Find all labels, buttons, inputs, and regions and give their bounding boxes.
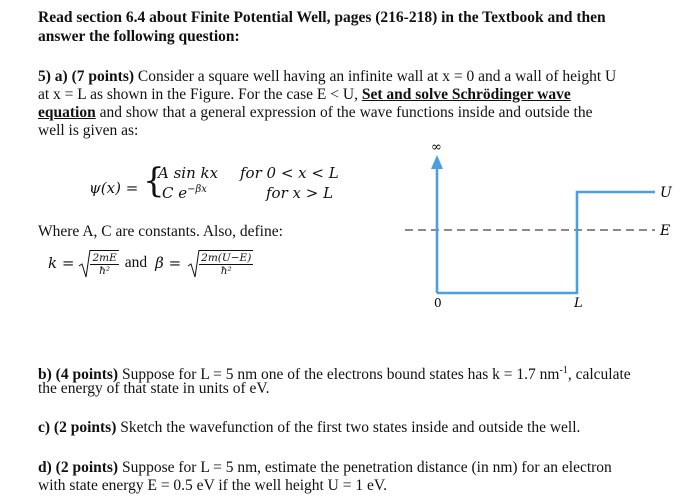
beta-sqrt-sign	[187, 249, 200, 279]
k-sqrt-sign	[78, 249, 91, 279]
infinity-label: ∞	[431, 140, 442, 155]
q5a-emphasis-2: equation	[38, 104, 96, 121]
beta-fraction	[199, 252, 253, 277]
q5b-line-1-end: , calculate	[567, 366, 631, 384]
q5a-line-1-text: Consider a square well having an infinite wall at x = 0 and a wall of height U	[134, 68, 617, 85]
equation-case-2-cond: for x > L	[266, 184, 334, 202]
q5d-line-2: with state energy E = 0.5 eV if the well height U = 1 eV.	[38, 477, 387, 494]
q5a-line-1	[38, 68, 616, 86]
q5b-superscript: -1	[559, 365, 568, 376]
and-word: and	[124, 254, 148, 271]
well-profile-line	[437, 192, 655, 293]
q5b-line-2: the energy of that state in units of eV.	[38, 380, 270, 397]
beta-numerator: 2m(U−E)	[201, 251, 252, 264]
e-label: E	[660, 223, 671, 239]
q5b-line-1-text: Suppose for L = 5 nm one of the electrons bound states has k = 1.7 nm	[118, 366, 560, 384]
q5a-line-2-text: at x = L as shown in the Figure. For the case E < U,	[38, 86, 362, 103]
q5c-text: Sketch the wavefunction of the first two states inside and outside the well.	[116, 419, 581, 436]
equation-case-1-expr: A sin kx	[158, 164, 219, 182]
header-line-2: answer the following question:	[38, 28, 240, 45]
equation-case-2-exponent: −βx	[187, 184, 207, 195]
q5c-line	[38, 419, 580, 437]
equation-case-2-base: C e	[162, 184, 188, 202]
header-line-1: Read section 6.4 about Finite Potential Well, pages (216-218) in the Textbook and then	[38, 9, 606, 26]
infinite-wall-arrowhead	[431, 155, 443, 169]
equation-brace: {	[143, 161, 165, 201]
l-label: L	[574, 296, 583, 311]
equation-lhs: ψ(x) =	[89, 179, 139, 197]
k-sqrt	[78, 250, 118, 277]
q5a-line-2	[38, 86, 571, 104]
q5a-line-4: well is given as:	[38, 122, 139, 139]
beta-sqrt	[187, 250, 253, 277]
q5d-label: d) (2 points)	[38, 459, 119, 476]
q5a-emphasis-1: Set and solve Schrödinger wave	[361, 86, 571, 103]
beta-denominator: ħ²	[220, 264, 232, 277]
zero-label: 0	[434, 296, 442, 310]
potential-well-figure	[395, 135, 685, 325]
beta-lhs: β =	[155, 254, 182, 272]
q5c-label: c) (2 points)	[38, 419, 117, 436]
q5a-label: 5) a) (7 points)	[38, 68, 135, 85]
q5a-line-3-text: and show that a general expression of the wave functions inside and outside the	[95, 104, 593, 121]
k-lhs: k =	[48, 254, 75, 272]
q5a-line-3	[38, 104, 592, 122]
q5b-label: b) (4 points)	[38, 366, 119, 384]
where-text: Where A, C are constants. Also, define:	[38, 223, 283, 240]
q5d-line-1	[38, 459, 612, 477]
q5d-line-1-text: Suppose for L = 5 nm, estimate the penetration distance (in nm) for an electron	[118, 459, 612, 476]
k-denominator: ħ²	[99, 264, 111, 277]
u-label: U	[660, 185, 672, 201]
equation-case-2-expr	[162, 184, 207, 202]
k-fraction	[90, 252, 118, 277]
k-numerator: 2mE	[92, 251, 117, 264]
k-definition	[48, 246, 253, 280]
equation-case-1-cond: for 0 < x < L	[240, 164, 339, 182]
